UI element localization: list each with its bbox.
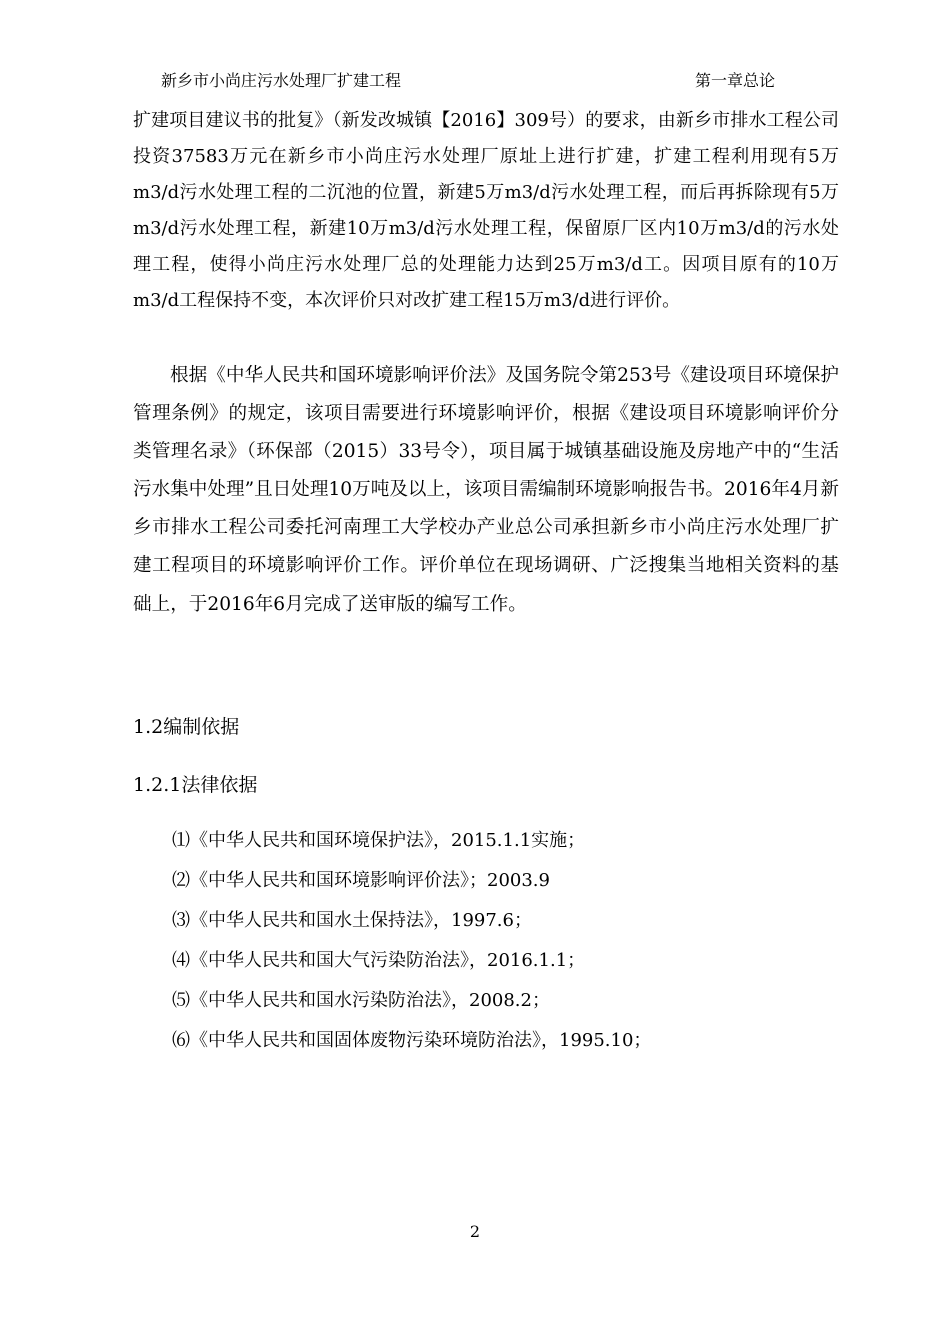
list-item: ⑹《中华人民共和国固体废物污染环境防治法》，1995.10； [172,1030,652,1051]
list-item: ⑸《中华人民共和国水污染防治法》，2008.2； [172,990,550,1011]
list-item: ⑶《中华人民共和国水土保持法》，1997.6； [172,910,532,931]
page-number: 2 [469,1222,481,1241]
section-heading-1-2: 1.2编制依据 [133,716,240,738]
body-paragraph-2: 根据《中华人民共和国环境影响评价法》及国务院令第253号《建设项目环境保护管理条例》的规定，该项目需要进行环境影响评价，根据《建设项目环境影响评价分类管理名录》（环保部（2015）33号令），项目属于城镇基础设施及房地产中的“生活污水集中处理”且日处理10万吨及以上，该项目需编制环境影响报告书。2016年4月新乡市排水工程公司委托河南理工大学校办产业总公司承担新乡市小尚庄污水处理厂扩建工程项目的环境影响评价工作。评价单位在现场调研、广泛搜集当地相关资料的基础上，于2016年6月完成了送审版的编写工作。 [133,365,839,615]
header-chapter: 第一章总论 [695,71,776,90]
list-item: ⑴《中华人民共和国环境保护法》，2015.1.1实施； [172,830,586,851]
list-item: ⑵《中华人民共和国环境影响评价法》；2003.9 [172,870,550,891]
law-basis-list [172,823,651,1063]
header-divider [133,100,839,101]
section-heading-1-2-1: 1.2.1法律依据 [133,774,258,796]
body-paragraph-1: 扩建项目建议书的批复》（新发改城镇【2016】309号）的要求，由新乡市排水工程公司投资37583万元在新乡市小尚庄污水处理厂原址上进行扩建，扩建工程利用现有5万m3/d污水处理工程的二沉池的位置，新建5万m3/d污水处理工程，而后再拆除现有5万m3/d污水处理工程，新建10万m3/d污水处理工程，保留原厂区内10万m3/d的污水处理工程，使得小尚庄污水处理厂总的处理能力达到25万m3/d工。因项目原有的10万m3/d工程保持不变，本次评价只对改扩建工程15万m3/d进行评价。 [133,110,839,311]
list-item: ⑷《中华人民共和国大气污染防治法》，2016.1.1； [172,950,586,971]
header-title: 新乡市小尚庄污水处理厂扩建工程 [161,71,402,90]
